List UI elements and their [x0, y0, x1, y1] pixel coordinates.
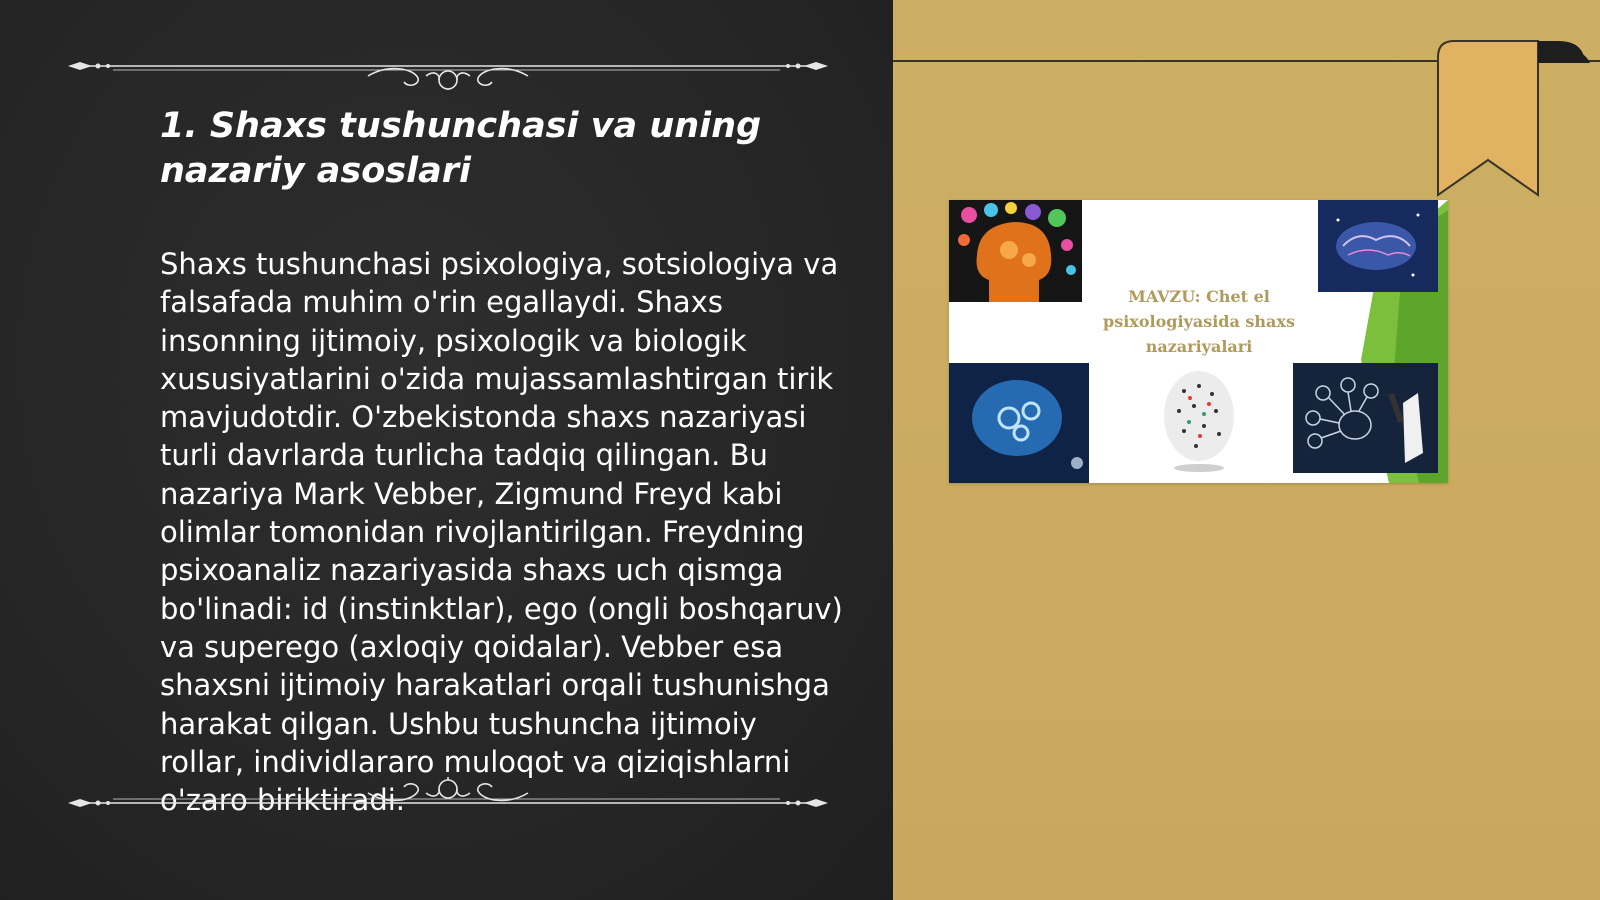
slide-body-text: Shaxs tushunchasi psixologiya, sotsiologiya va falsafada muhim o'rin egallaydi. Shaxs insonning ijtimoiy, psixologik va biologik xususiyatlarini o'zida mujassamlashtirgan tirik mavjudotdir. O'zbekistonda shaxs nazariyasi turli davrlarda turlicha tadqiq qilingan. Bu nazariya Mark Vebber, Zigmund Freyd kabi olimlar tomonidan rivojlantirilgan. Freydning psixoanaliz nazariyasida shaxs uch qismga bo'linadi: id (instinktlar), ego (ongli boshqaruv) va superego (axloqiy qoidalar). Vebber esa shaxsni ijtimoiy harakatlari orqali tushunishga harakat qilgan. Ushbu tushuncha ijtimoiy rollar, individlararo muloqot va qiziqishlarni o'zaro biriktiradi. — [160, 247, 843, 818]
neon-brain-thumbnail — [1318, 200, 1438, 292]
gear-brain-thumbnail — [949, 363, 1089, 483]
dotted-brain-thumbnail — [1154, 366, 1244, 476]
bookmark-ribbon-icon — [1430, 35, 1600, 200]
colorful-head-thumbnail — [949, 200, 1082, 302]
topic-preview-image — [949, 200, 1448, 483]
preview-caption: MAVZU: Chet el psixologiyasida shaxs nazariyalari — [1103, 287, 1295, 356]
top-ornament-divider-icon — [68, 40, 828, 90]
slide-title: 1. Shaxs tushunchasi va uning nazariy asoslari — [160, 106, 762, 191]
mind-map-thumbnail — [1293, 363, 1438, 473]
bottom-ornament-divider-icon — [68, 777, 828, 827]
